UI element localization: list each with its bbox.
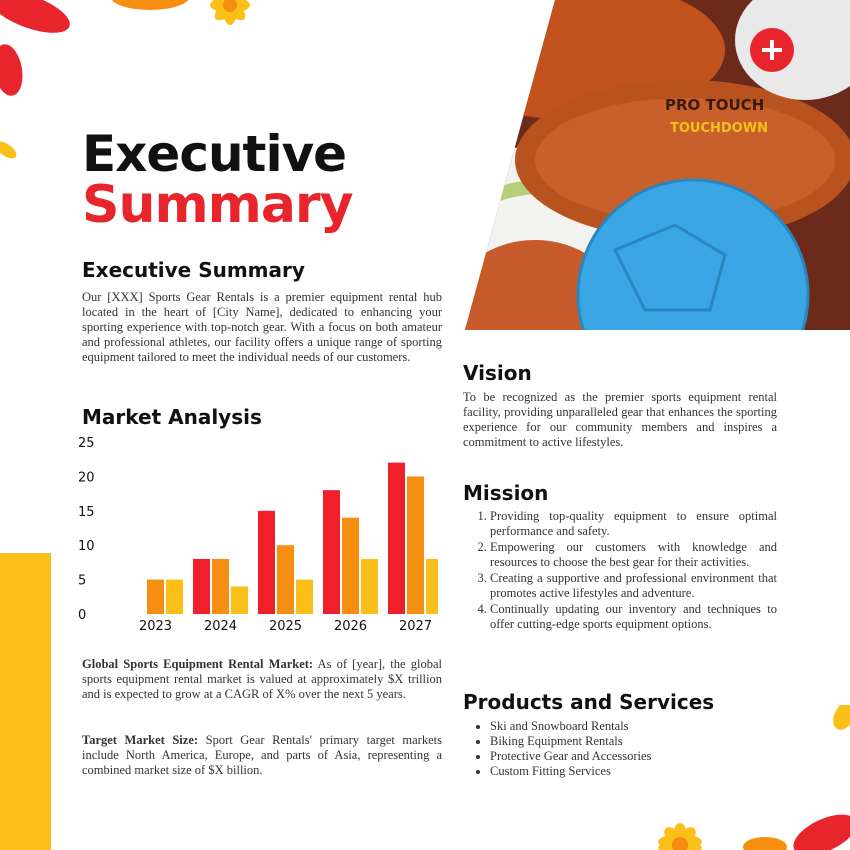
mission-item: 3. Creating a supportive and professional environment that promotes active lifestyles and adventure. bbox=[490, 571, 777, 601]
product-item: • Ski and Snowboard Rentals bbox=[490, 719, 770, 734]
executive-summary-heading: Executive Summary bbox=[82, 258, 305, 282]
product-item: • Protective Gear and Accessories bbox=[490, 749, 770, 764]
bar bbox=[323, 490, 340, 614]
x-tick-label: 2027 bbox=[398, 619, 433, 634]
ball-model-label: TOUCHDOWN bbox=[670, 121, 768, 136]
bar bbox=[388, 463, 405, 614]
y-tick-label: 0 bbox=[78, 608, 87, 623]
global-market-paragraph bbox=[82, 657, 442, 702]
bar bbox=[231, 586, 248, 614]
y-tick-label: 5 bbox=[78, 573, 87, 589]
product-item: • Custom Fitting Services bbox=[490, 764, 770, 779]
target-market-label: Target Market Size: bbox=[82, 733, 199, 747]
x-tick-label: 2024 bbox=[203, 619, 238, 634]
target-market-text: Sport Gear Rentals' primary target markets include North America, Europe, and parts of Asia, representing a combined market size of $X billion. bbox=[82, 733, 442, 777]
mission-item: 1. Providing top-quality equipment to ensure optimal performance and safety. bbox=[490, 509, 777, 539]
plus-icon[interactable] bbox=[750, 28, 794, 72]
market-analysis-heading: Market Analysis bbox=[82, 405, 262, 429]
bar bbox=[426, 559, 438, 614]
target-market-paragraph bbox=[82, 733, 442, 778]
y-tick-label: 10 bbox=[78, 539, 95, 555]
y-tick-label: 25 bbox=[78, 436, 95, 451]
bar bbox=[258, 511, 275, 614]
page-title-line1: Executive bbox=[82, 125, 347, 183]
page-title-line2: Summary bbox=[82, 175, 353, 235]
bar bbox=[296, 580, 313, 614]
products-list bbox=[490, 719, 770, 779]
ball-brand-label: PRO TOUCH bbox=[665, 96, 765, 114]
executive-summary-text: Our [XXX] Sports Gear Rentals is a premier equipment rental hub located in the heart of [City Name], dedicated to enhancing your sporting experience with top-notch gear. With a focus on both amateur and professional athletes, our facility offers a unique range of sporting equipment tailored to meet the individual needs of our customers. bbox=[82, 290, 442, 364]
mission-heading: Mission bbox=[463, 481, 549, 505]
mission-list bbox=[490, 509, 777, 633]
products-heading: Products and Services bbox=[463, 690, 715, 714]
vision-text: To be recognized as the premier sports equipment rental facility, providing unparalleled gear that enhances the sporting experience for our community members and inspires a commitment to active lifestyles. bbox=[463, 390, 777, 449]
bar bbox=[342, 518, 359, 614]
bar bbox=[193, 559, 210, 614]
mission-item: 2. Empowering our customers with knowledge and resources to choose the best gear for their activities. bbox=[490, 540, 777, 570]
product-item: • Biking Equipment Rentals bbox=[490, 734, 770, 749]
vision-heading: Vision bbox=[463, 361, 532, 385]
x-tick-label: 2025 bbox=[268, 619, 303, 634]
bar bbox=[277, 545, 294, 614]
bar bbox=[147, 580, 164, 614]
global-market-text: As of [year], the global sports equipment rental market is valued at approximately $X trillion and is expected to grow at a CAGR of X% over the next 5 years. bbox=[82, 657, 442, 701]
bar bbox=[407, 476, 424, 614]
bar bbox=[166, 580, 183, 614]
market-analysis-chart bbox=[78, 430, 438, 635]
bar bbox=[212, 559, 229, 614]
mission-item: 4. Continually updating our inventory and techniques to offer cutting-edge sports equipment options. bbox=[490, 602, 777, 632]
x-tick-label: 2023 bbox=[138, 619, 173, 634]
bar bbox=[361, 559, 378, 614]
yellow-side-bar bbox=[0, 553, 51, 850]
y-tick-label: 20 bbox=[78, 470, 95, 486]
global-market-label: Global Sports Equipment Rental Market: bbox=[82, 657, 314, 671]
x-tick-label: 2026 bbox=[333, 619, 368, 634]
y-tick-label: 15 bbox=[78, 504, 95, 520]
